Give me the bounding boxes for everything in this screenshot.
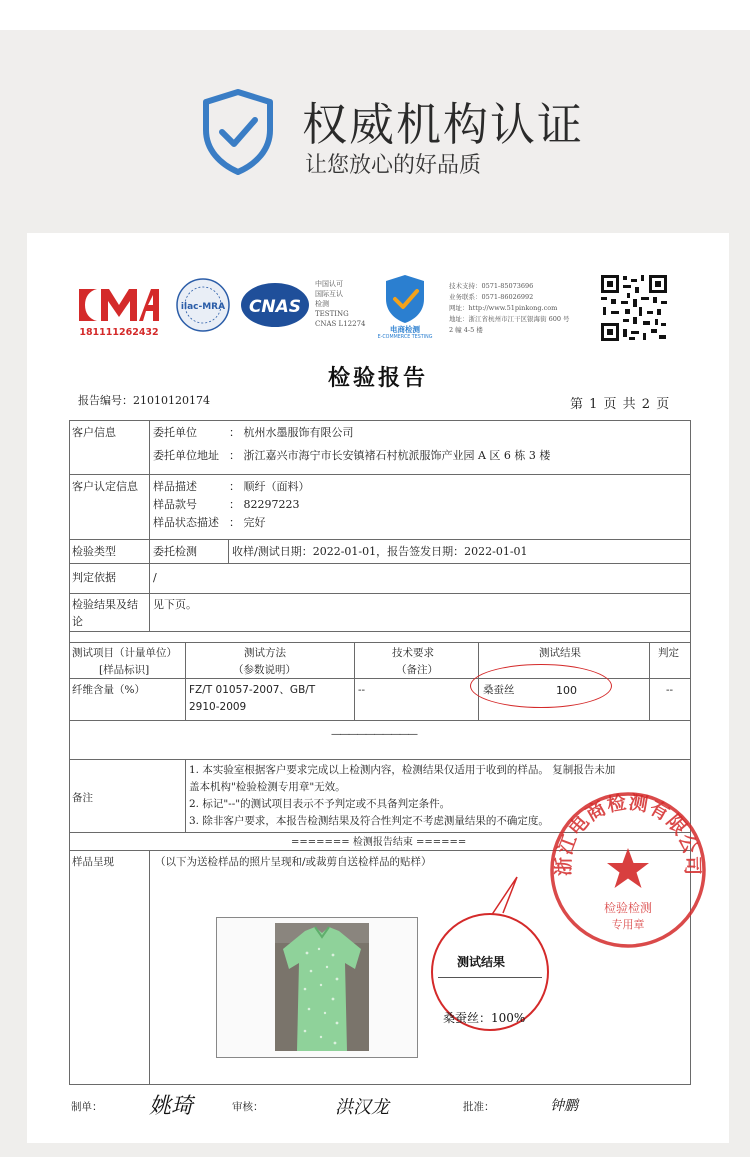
client-section-label: 客户信息 xyxy=(72,426,116,439)
row-method-line-1: FZ/T 01057-2007、GB/T xyxy=(189,684,316,696)
client-address-value: ： 浙江嘉兴市海宁市长安镇褚石村杭派服饰产业园 A 区 6 栋 3 楼 xyxy=(229,449,551,462)
report-number: 报告编号：21010120174 xyxy=(78,394,210,407)
row-requirement: -- xyxy=(358,684,366,696)
maker-label: 制单： xyxy=(71,1101,103,1113)
reviewer-label: 审核： xyxy=(232,1101,264,1113)
sample-section-label: 客户认定信息 xyxy=(72,480,138,493)
remark-line-4: 3. 除非客户要求，本报告检测结果及符合性判定不考虑测量结果的不确定度。 xyxy=(189,815,549,827)
contact-info: 技术支持：0571-85073696 业务联系：0571-86026992 网址：http://www.51pinkong.com 地址：浙江省杭州市江干区银海街 600 号 2 幢 4-5 楼 xyxy=(449,282,570,334)
svg-text:CNAS: CNAS xyxy=(248,297,302,317)
zoom-title: 测试结果 xyxy=(457,955,506,969)
inspection-seal-stamp xyxy=(548,790,708,950)
th-method: 测试方法 xyxy=(244,647,286,659)
cnas-note: 中国认可 国际互认 检测 TESTING CNAS L12274 xyxy=(315,280,366,328)
sample-code-label: 样品款号 xyxy=(153,498,197,511)
conclusion-label-line-2: 论 xyxy=(72,615,83,628)
row-result-name: 桑蚕丝 xyxy=(483,684,515,696)
shield-check-icon xyxy=(200,88,276,176)
client-unit-label: 委托单位 xyxy=(153,426,197,439)
zoom-divider xyxy=(438,977,542,978)
row-judgement: -- xyxy=(666,684,674,696)
svg-text:浙江电商检测有限公司: 浙江电商检测有限公司 xyxy=(552,791,704,877)
photo-section-note: （以下为送检样品的照片呈现和/或裁剪自送检样品的贴样） xyxy=(155,856,432,868)
th-requirement-sub: （备注） xyxy=(396,664,438,676)
th-method-sub: （参数说明） xyxy=(233,664,296,676)
conclusion-value: 见下页。 xyxy=(153,598,197,611)
maker-signature: 姚琦 xyxy=(149,1094,194,1119)
th-requirement: 技术要求 xyxy=(392,647,434,659)
approver-signature: 钟鹏 xyxy=(550,1098,578,1114)
conclusion-label-line-1: 检验结果及结 xyxy=(72,598,138,611)
inspection-report xyxy=(27,233,729,1143)
report-title: 检验报告 xyxy=(327,365,428,391)
svg-text:电商检测: 电商检测 xyxy=(390,325,420,334)
client-unit-value: ： 杭州水墨服饰有限公司 xyxy=(229,426,354,439)
client-address-label: 委托单位地址 xyxy=(153,449,219,462)
inspection-type-label: 检验类型 xyxy=(72,545,116,558)
cma-logo xyxy=(75,281,163,339)
svg-text:检验检测: 检验检测 xyxy=(603,901,653,915)
sample-photo[interactable] xyxy=(275,923,369,1051)
qr-code[interactable] xyxy=(599,273,669,343)
basis-value: / xyxy=(153,571,157,584)
inspection-type-value: 委托检测 xyxy=(153,545,197,558)
th-item: 测试项目（计量单位） xyxy=(72,647,177,659)
page-title: 权威机构认证 xyxy=(302,98,585,151)
row-result-value: 100 xyxy=(556,684,577,697)
sample-code-value: ： 82297223 xyxy=(229,498,300,511)
remark-line-1: 1. 本实验室根据客户要求完成以上检测内容，检测结果仅适用于收到的样品。 复制报告未加 xyxy=(189,764,616,776)
ecommerce-testing-logo xyxy=(372,271,438,339)
svg-text:ilac-MRA: ilac-MRA xyxy=(180,302,226,312)
row-method-line-2: 2910-2009 xyxy=(189,701,247,713)
remark-line-2: 盖本机构"检验检测专用章"无效。 xyxy=(189,781,346,793)
zoom-value: 桑蚕丝：100% xyxy=(443,1011,526,1025)
approver-label: 批准： xyxy=(463,1101,495,1113)
sample-state-value: ： 完好 xyxy=(229,516,266,529)
ilac-mra-logo xyxy=(175,277,231,333)
cma-number: 181111262432 xyxy=(79,327,159,338)
report-end-marker: ======= 检测报告结束 ====== xyxy=(291,837,467,848)
basis-label: 判定依据 xyxy=(72,571,116,584)
sample-desc-label: 样品描述 xyxy=(153,480,197,493)
sample-desc-value: ： 顺纡（面料） xyxy=(229,480,310,493)
page-indicator: 第 1 页 共 2 页 xyxy=(570,397,671,412)
remarks-label: 备注 xyxy=(72,792,93,804)
result-highlight-oval xyxy=(470,664,612,708)
th-result: 测试结果 xyxy=(539,647,581,659)
remark-line-3: 2. 标记"--"的测试项目表示不予判定或不具备判定条件。 xyxy=(189,798,451,810)
page-subtitle: 让您放心的好品质 xyxy=(305,153,482,178)
inspection-dates: 收样/测试日期：2022-01-01，报告签发日期：2022-01-01 xyxy=(232,545,528,558)
row-item: 纤维含量（%） xyxy=(72,684,145,696)
th-judgement: 判定 xyxy=(658,647,679,659)
cnas-logo xyxy=(239,280,311,330)
th-item-sub: [样品标识] xyxy=(99,664,150,676)
sample-state-label: 样品状态描述 xyxy=(153,516,219,529)
reviewer-signature: 洪汉龙 xyxy=(335,1097,389,1118)
svg-text:专用章: 专用章 xyxy=(611,918,645,931)
table-divider: —————————— xyxy=(331,728,416,740)
svg-text:E-COMMERCE TESTING: E-COMMERCE TESTING xyxy=(377,335,433,339)
photo-section-label: 样品呈现 xyxy=(72,856,114,868)
